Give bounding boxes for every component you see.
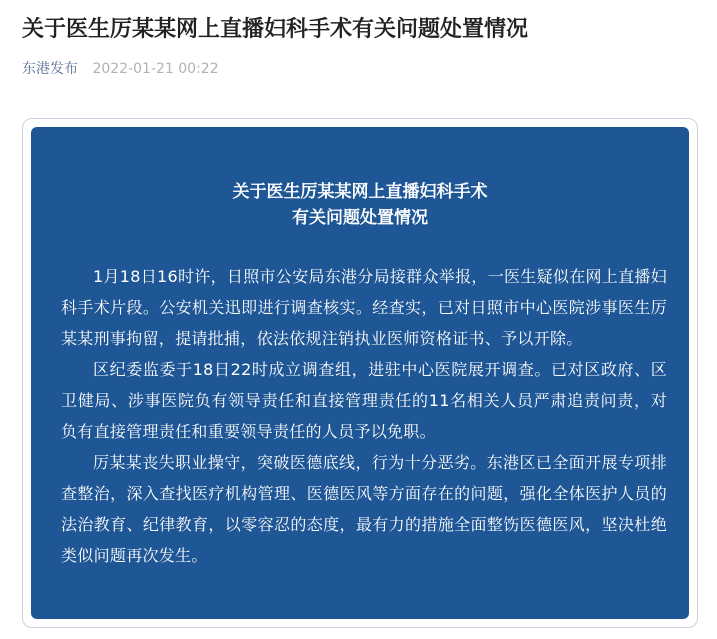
- publish-time: 2022-01-21 00:22: [92, 61, 219, 77]
- notice-card-body: [31, 127, 689, 619]
- notice-text: [61, 261, 667, 571]
- notice-card: [22, 118, 698, 628]
- notice-paragraph-1: 1月18日16时许，日照市公安局东港分局接群众举报，一医生疑似在网上直播妇科手术片段。公安机关迅即进行调查核实。经查实，已对日照市中心医院涉事医生厉某某刑事拘留，提请批捕，依法依规注销执业医师资格证书、予以开除。: [61, 267, 667, 348]
- article-title: 关于医生厉某某网上直播妇科手术有关问题处置情况: [22, 17, 529, 42]
- notice-heading-line-2: 有关问题处置情况: [292, 208, 428, 228]
- notice-paragraph-3: 厉某某丧失职业操守，突破医德底线，行为十分恶劣。东港区已全面开展专项排查整治，深入查找医疗机构管理、医德医风等方面存在的问题，强化全体医护人员的法治教育、纪律教育，以零容忍的态度，最有力的措施全面整饬医德医风，坚决杜绝类似问题再次发生。: [61, 453, 667, 565]
- source-link[interactable]: 东港发布: [22, 61, 78, 77]
- notice-heading-line-1: 关于医生厉某某网上直播妇科手术: [232, 182, 488, 202]
- article-meta: [22, 58, 219, 80]
- notice-paragraph-2: 区纪委监委于18日22时成立调查组，进驻中心医院展开调查。已对区政府、区卫健局、涉事医院负有领导责任和直接管理责任的11名相关人员严肃追责问责，对负有直接管理责任和重要领导责任的人员予以免职。: [61, 360, 667, 441]
- notice-heading: [31, 179, 689, 231]
